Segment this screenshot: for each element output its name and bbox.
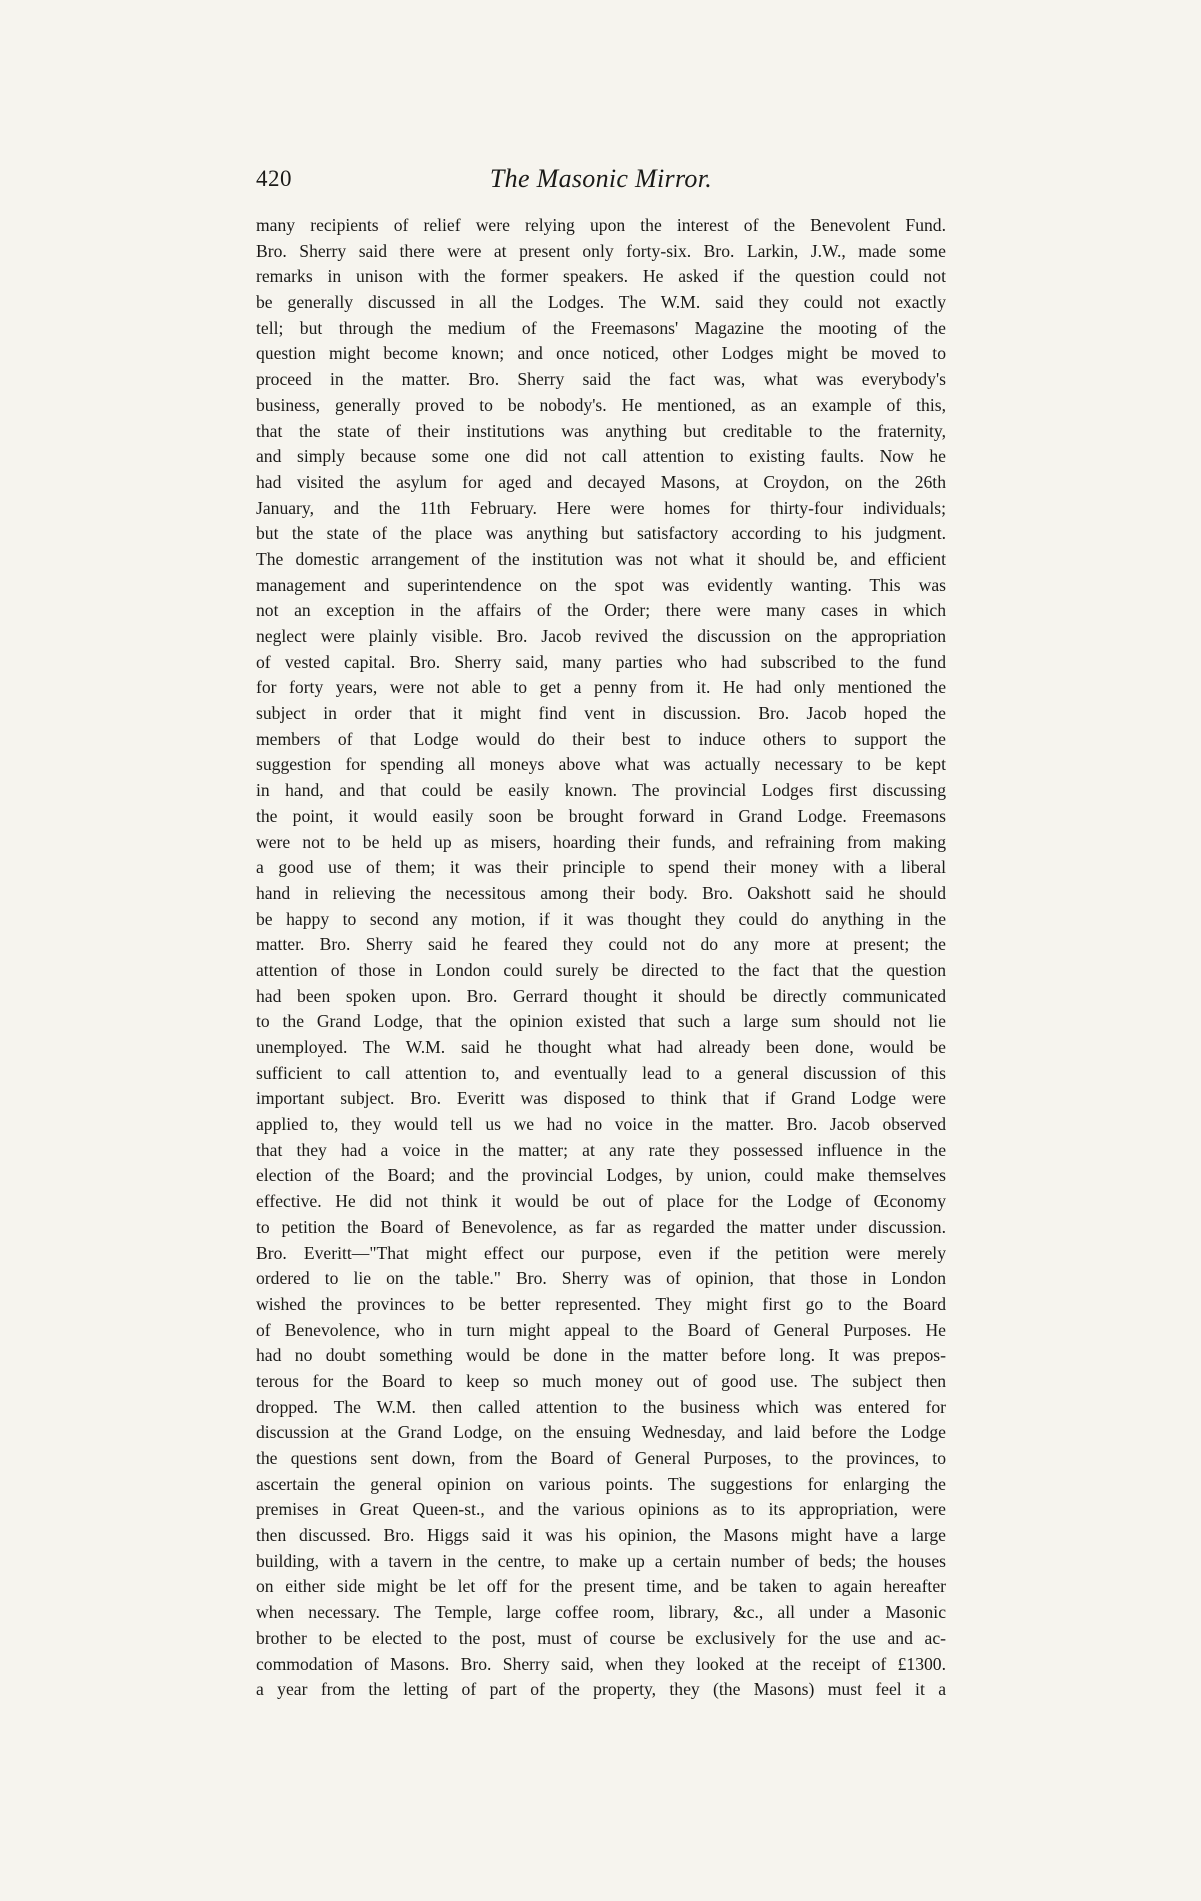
text-line: The domestic arrangement of the institution was not what it should be, and efficient [256, 548, 946, 569]
text-line: had visited the asylum for aged and decayed Masons, at Croydon, on the 26th [256, 471, 946, 492]
text-line: the questions sent down, from the Board of General Purposes, to the provinces, to [256, 1448, 946, 1468]
text-line: not an exception in the affairs of the Order; there were many cases in which [256, 600, 946, 621]
text-line: matter. Bro. Sherry said he feared they could not do any more at present; the [256, 934, 946, 955]
text-line: management and superintendence on the spot was evidently wanting. This was [256, 574, 946, 595]
text-line: remarks in unison with the former speakers. He asked if the question could not [256, 266, 946, 287]
text-line: and simply because some one did not call attention to existing faults. Now he [256, 446, 946, 467]
text-line: the point, it would easily soon be brought forward in Grand Lodge. Freemasons [256, 805, 946, 826]
text-line: discussion at the Grand Lodge, on the ensuing Wednesday, and laid before the Lodge [256, 1422, 946, 1443]
text-line: January, and the 11th February. Here were homes for thirty-four individuals; [256, 497, 946, 518]
page-header [256, 162, 946, 202]
text-line: terous for the Board to keep so much money out of good use. The subject then [256, 1370, 946, 1391]
text-line: members of that Lodge would do their best to induce others to support the [256, 728, 946, 749]
text-line: ascertain the general opinion on various points. The suggestions for enlarging the [256, 1473, 946, 1494]
text-line: but the state of the place was anything but satisfactory according to his judgment. [256, 523, 946, 544]
text-line: that they had a voice in the matter; at any rate they possessed influence in the [256, 1139, 946, 1160]
text-line: dropped. The W.M. then called attention to the business which was entered for [256, 1396, 946, 1417]
text-line: for forty years, were not able to get a penny from it. He had only mentioned the [256, 677, 946, 698]
text-line: that the state of their institutions was anything but creditable to the fraternity, [256, 420, 946, 441]
text-line: a year from the letting of part of the property, they (the Masons) must feel it a [256, 1679, 946, 1700]
text-line: had no doubt something would be done in the matter before long. It was prepos- [256, 1345, 946, 1366]
text-line: on either side might be let off for the present time, and be taken to again hereafter [256, 1576, 946, 1597]
text-line: attention of those in London could surely be directed to the fact that the question [256, 959, 946, 980]
text-line: were not to be held up as misers, hoarding their funds, and refraining from making [256, 831, 946, 852]
text-line: then discussed. Bro. Higgs said it was his opinion, the Masons might have a large [256, 1525, 946, 1546]
text-line: in hand, and that could be easily known. The provincial Lodges first discussing [256, 780, 946, 801]
text-line: unemployed. The W.M. said he thought what had already been done, would be [256, 1037, 946, 1057]
text-line: of vested capital. Bro. Sherry said, many parties who had subscribed to the fund [256, 651, 946, 672]
text-line: building, with a tavern in the centre, to make up a certain number of beds; the houses [256, 1550, 946, 1571]
text-line: to petition the Board of Benevolence, as far as regarded the matter under discussion. [256, 1216, 946, 1237]
text-line: applied to, they would tell us we had no voice in the matter. Bro. Jacob observed [256, 1114, 946, 1135]
text-line: effective. He did not think it would be out of place for the Lodge of Œconomy [256, 1191, 946, 1212]
text-line: be happy to second any motion, if it was thought they could do anything in the [256, 908, 946, 929]
text-line: a good use of them; it was their principle to spend their money with a liberal [256, 857, 946, 878]
text-line: sufficient to call attention to, and eventually lead to a general discussion of this [256, 1062, 946, 1083]
text-line: be generally discussed in all the Lodges. The W.M. said they could not exactly [256, 292, 946, 313]
text-line: commodation of Masons. Bro. Sherry said, when they looked at the receipt of £1300. [256, 1653, 946, 1674]
text-line: neglect were plainly visible. Bro. Jacob revived the discussion on the appropriation [256, 626, 946, 646]
text-line: business, generally proved to be nobody's. He mentioned, as an example of this, [256, 394, 946, 415]
text-line: many recipients of relief were relying upon the interest of the Benevolent Fund. [256, 215, 946, 235]
text-line: subject in order that it might find vent in discussion. Bro. Jacob hoped the [256, 703, 946, 724]
text-line: wished the provinces to be better represented. They might first go to the Board [256, 1293, 946, 1314]
text-line: Bro. Everitt—"That might effect our purpose, even if the petition were merely [256, 1242, 946, 1263]
text-line: had been spoken upon. Bro. Gerrard thought it should be directly communicated [256, 985, 946, 1006]
running-title: The Masonic Mirror. [489, 164, 713, 193]
text-line: when necessary. The Temple, large coffee room, library, &c., all under a Masonic [256, 1602, 946, 1623]
text-line: Bro. Sherry said there were at present only forty-six. Bro. Larkin, J.W., made some [256, 240, 946, 261]
page-number: 420 [256, 166, 292, 191]
text-line: hand in relieving the necessitous among their body. Bro. Oakshott said he should [256, 882, 946, 903]
text-line: of Benevolence, who in turn might appeal to the Board of General Purposes. He [256, 1319, 946, 1340]
text-line: suggestion for spending all moneys above what was actually necessary to be kept [256, 754, 946, 775]
body-text [256, 213, 946, 1703]
text-line: premises in Great Queen-st., and the various opinions as to its appropriation, were [256, 1499, 946, 1520]
text-line: tell; but through the medium of the Freemasons' Magazine the mooting of the [256, 317, 946, 338]
text-line: brother to be elected to the post, must of course be exclusively for the use and ac- [256, 1627, 946, 1648]
text-line: election of the Board; and the provincial Lodges, by union, could make themselves [256, 1165, 946, 1186]
text-line: important subject. Bro. Everitt was disposed to think that if Grand Lodge were [256, 1088, 946, 1109]
text-line: ordered to lie on the table." Bro. Sherry was of opinion, that those in London [256, 1268, 946, 1289]
text-line: question might become known; and once noticed, other Lodges might be moved to [256, 343, 946, 364]
text-line: to the Grand Lodge, that the opinion existed that such a large sum should not lie [256, 1011, 946, 1032]
text-line: proceed in the matter. Bro. Sherry said the fact was, what was everybody's [256, 369, 946, 390]
